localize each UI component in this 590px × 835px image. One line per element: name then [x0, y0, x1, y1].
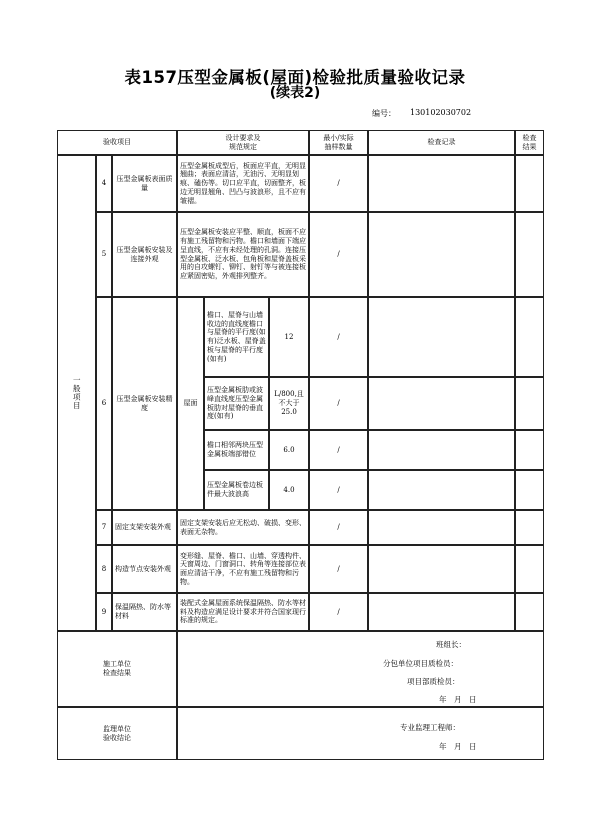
row-result-cell[interactable]: [515, 510, 544, 545]
subrow-requirement: 檐口相邻两块压型金属板端部错位: [204, 430, 269, 470]
col-header-record: 检查记录: [368, 130, 515, 155]
subrow-sample: /: [309, 297, 368, 377]
col-header-item: 验收项目: [57, 130, 177, 155]
subrow-requirement: 檐口、屋脊与山墙收边的直线度檐口与屋脊的平行度(如有)泛水板、屋脊盖板与屋脊的平行度(如有): [204, 297, 269, 377]
row-record-cell[interactable]: [368, 593, 515, 631]
code-value: 130102030702: [410, 108, 472, 117]
group-label: 一般项目: [57, 155, 96, 631]
subrow-sample: /: [309, 430, 368, 470]
row-record-cell[interactable]: [368, 155, 515, 212]
supervision-result-cell[interactable]: [177, 707, 544, 760]
row-no: 6: [96, 297, 112, 510]
subrow-requirement: 压型金属板肋或波峰直线度压型金属板肋对屋脊的垂直度(如有): [204, 377, 269, 430]
row-no: 8: [96, 545, 112, 593]
row-result-cell[interactable]: [515, 377, 544, 430]
row-result-cell[interactable]: [515, 430, 544, 470]
row-result-cell[interactable]: [515, 545, 544, 593]
row-sub-label: 屋面: [177, 297, 204, 510]
row-sample: /: [309, 545, 368, 593]
row-record-cell[interactable]: [368, 297, 515, 377]
construction-label: 施工单位 检查结果: [57, 631, 177, 707]
row-sample: /: [309, 593, 368, 631]
subrow-requirement: 压型金属板卷边板件最大波浪高: [204, 470, 269, 510]
row-record-cell[interactable]: [368, 377, 515, 430]
row-requirement: 装配式金属屋面系统保温隔热、防水等材料及构造应满足设计要求并符合国家现行标准的规定。: [177, 593, 309, 631]
row-name: 构造节点安装外观: [112, 545, 177, 593]
subrow-sample: /: [309, 377, 368, 430]
row-no: 7: [96, 510, 112, 545]
col-header-result: 检查 结果: [515, 130, 544, 155]
row-result-cell[interactable]: [515, 297, 544, 377]
row-sample: /: [309, 510, 368, 545]
construction-result-cell[interactable]: [177, 631, 544, 707]
subrow-value: L/800,且不大于25.0: [269, 377, 309, 430]
row-no: 4: [96, 155, 112, 212]
subrow-value: 4.0: [269, 470, 309, 510]
sub-inspector-label: 分包单位项目质检员：: [383, 659, 458, 668]
row-requirement: 压型金属板安装应平整、顺直，板面不应有施工残留物和污物。檐口和墙面下端应呈直线，不应有未经处理的孔洞。连接压型金属板、泛水板、包角板和屋脊盖板采用的自攻螺钉、铆钉、射钉等与被连接板应紧固密贴，外观排列整齐。: [177, 212, 309, 297]
row-record-cell[interactable]: [368, 470, 515, 510]
row-result-cell[interactable]: [515, 470, 544, 510]
supervision-date: 年 月 日: [439, 742, 477, 751]
col-header-sample: 最小/实际 抽样数量: [309, 130, 368, 155]
subrow-value: 6.0: [269, 430, 309, 470]
row-sample: /: [309, 155, 368, 212]
row-result-cell[interactable]: [515, 212, 544, 297]
row-sample: /: [309, 212, 368, 297]
row-name: 压型金属板安装精度: [112, 297, 177, 510]
row-record-cell[interactable]: [368, 212, 515, 297]
row-no: 9: [96, 593, 112, 631]
page-subtitle: (续表2): [269, 85, 321, 101]
row-name: 压型金属板安装及连接外观: [112, 212, 177, 297]
supervision-engineer-label: 专业监理工程师：: [400, 723, 460, 732]
row-no: 5: [96, 212, 112, 297]
row-requirement: 固定支架安装后应无松动、破损、变形、表面无杂物。: [177, 510, 309, 545]
row-requirement: 变形缝、屋脊、檐口、山墙、穿透构件、天窗周边、门窗洞口、转角等连接部位表面应清洁干净，不应有施工残留物和污物。: [177, 545, 309, 593]
subrow-value: 12: [269, 297, 309, 377]
row-result-cell[interactable]: [515, 593, 544, 631]
col-header-design: 设计要求及 规范规定: [177, 130, 309, 155]
row-name: 压型金属板表面质量: [112, 155, 177, 212]
row-name: 固定支架安装外观: [112, 510, 177, 545]
row-result-cell[interactable]: [515, 155, 544, 212]
page-title: 表157压型金属板(屋面)检验批质量验收记录: [124, 68, 466, 87]
row-name: 保温隔热、防水等材料: [112, 593, 177, 631]
code-label: 编号：: [372, 109, 396, 118]
subrow-sample: /: [309, 470, 368, 510]
team-leader-label: 班组长：: [436, 640, 466, 649]
project-inspector-label: 项目部质检员：: [407, 677, 460, 686]
supervision-label: 监理单位 验收结论: [57, 707, 177, 760]
row-record-cell[interactable]: [368, 430, 515, 470]
construction-date: 年 月 日: [439, 695, 477, 704]
row-record-cell[interactable]: [368, 510, 515, 545]
row-record-cell[interactable]: [368, 545, 515, 593]
row-requirement: 压型金属板成型后，板面应平直，无明显翘曲；表面应清洁，无油污、无明显划痕、磕伤等。切口应平直，切面整齐，板边无明显翘角、凹凸与波浪形，且不应有皱褶。: [177, 155, 309, 212]
